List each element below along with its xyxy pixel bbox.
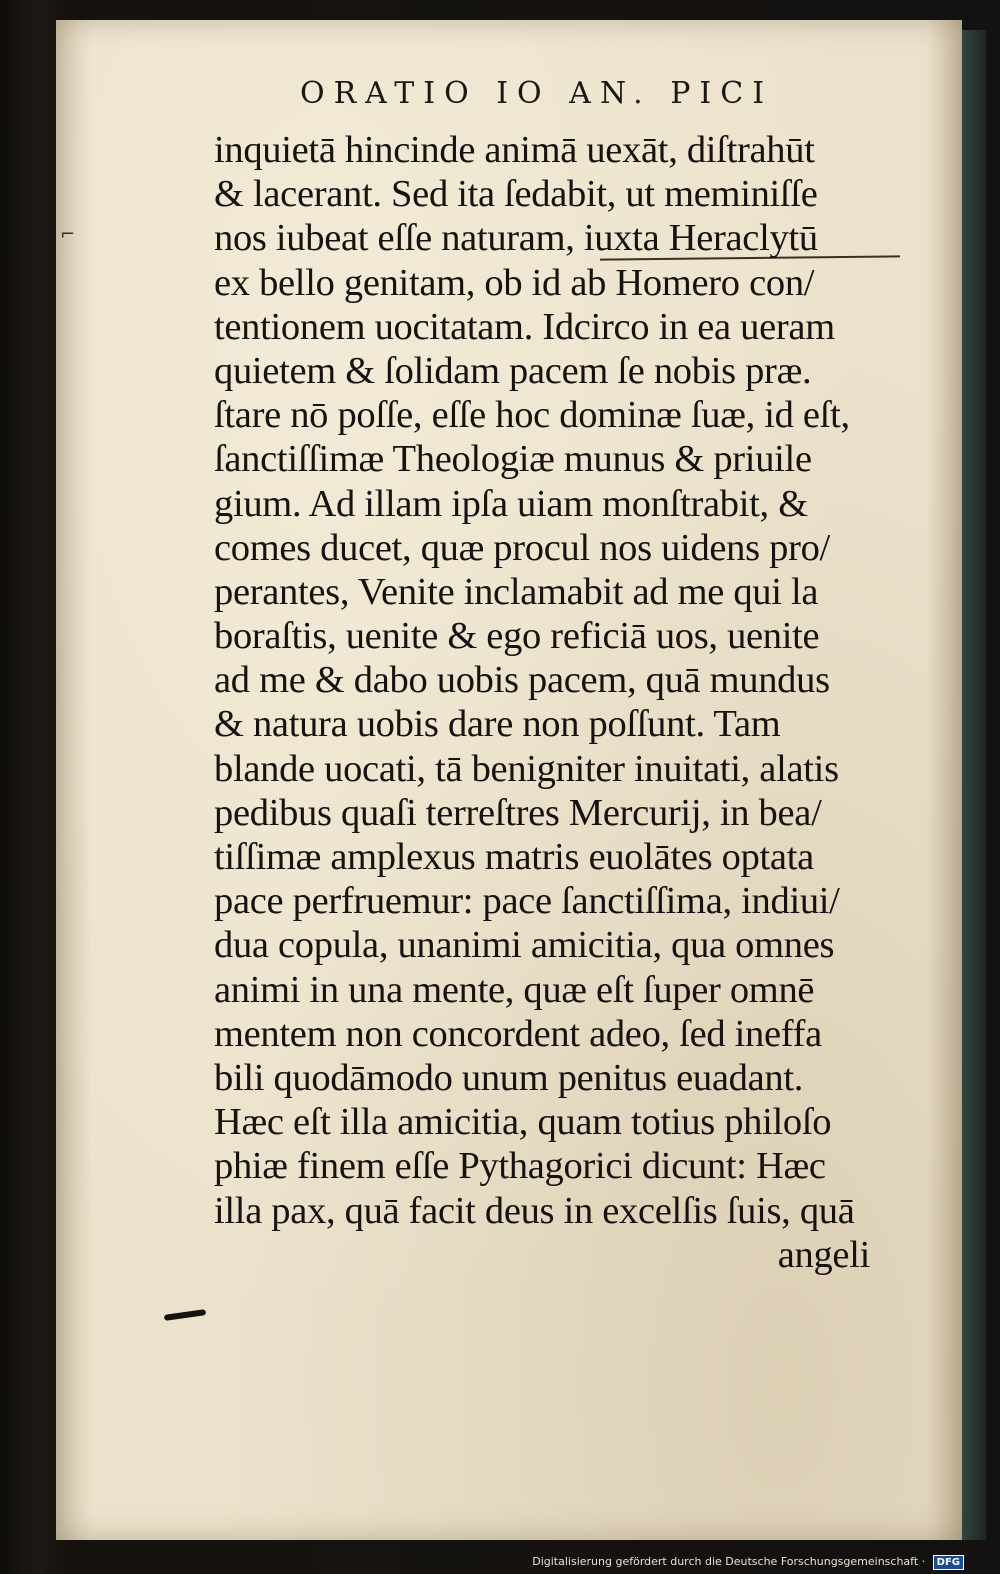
text-line: bili quodāmodo unum penitus euadant. [214, 1056, 804, 1099]
text-line: pace perfruemur: pace ſanctiſſima, indiui/ [214, 880, 840, 923]
text-line: dua copula, unanimi amicitia, qua omnes [214, 924, 835, 967]
text-line: & lacerant. Sed ita ſedabit, ut meminiſſe [214, 173, 818, 216]
text-line: quietem & ſolidam pacem ſe nobis præ. [214, 349, 812, 392]
text-line: ad me & dabo uobis pacem, quā mundus [214, 659, 830, 702]
text-line: tentionem uocitatam. Idcirco in ea ueram [214, 305, 835, 348]
running-head: ORATIO IO AN. PICI [300, 76, 774, 111]
text-line: boraſtis, uenite & ego reficiā uos, uenite [214, 615, 820, 658]
text-line: nos iubeat eſſe naturam, iuxta Heraclytū [214, 217, 818, 260]
text-line: inquietā hincinde animā uexāt, diſtrahūt [214, 129, 815, 171]
text-line: ſanctiſſimæ Theologiæ munus & priuile [214, 438, 812, 481]
text-line: Hæc eſt illa amicitia, quam totius philoſo [214, 1101, 832, 1144]
text-line: illa pax, quā facit deus in excelſis ſuis, quā [214, 1189, 855, 1232]
text-line: mentem non concordent adeo, ſed ineffa [214, 1012, 822, 1055]
book-edge [958, 30, 986, 1540]
text-line: gium. Ad illam ipſa uiam monſtrabit, & [214, 482, 808, 525]
text-line: blande uocati, tā benigniter inuitati, alatis [214, 747, 839, 790]
text-line: perantes, Venite inclamabit ad me qui la [214, 570, 819, 613]
text-line: pedibus quaſi terreſtres Mercurij, in bea/ [214, 791, 822, 834]
text-line: animi in una mente, quæ eſt ſuper omnē [214, 968, 815, 1011]
text-line: ſtare nō poſſe, eſſe hoc dominæ ſuæ, id eſt, [214, 394, 850, 437]
text-line: ex bello genitam, ob id ab Homero con/ [214, 261, 815, 304]
credit-text: Digitalisierung gefördert durch die Deutsche Forschungsgemeinschaft · [532, 1555, 926, 1568]
text-line: & natura uobis dare non poſſunt. Tam [214, 703, 781, 746]
text-line: tiſſimæ amplexus matris euolātes optata [214, 836, 814, 878]
margin-mark: ⌐ [60, 224, 76, 245]
body-text [214, 128, 904, 1277]
text-line: phiæ finem eſſe Pythagorici dicunt: Hæc [214, 1145, 826, 1188]
digitization-credit [532, 1555, 964, 1570]
dfg-logo[interactable]: DFG [933, 1555, 964, 1570]
catchword: angeli [777, 1233, 870, 1276]
text-line: comes ducet, quæ procul nos uidens pro/ [214, 526, 830, 569]
